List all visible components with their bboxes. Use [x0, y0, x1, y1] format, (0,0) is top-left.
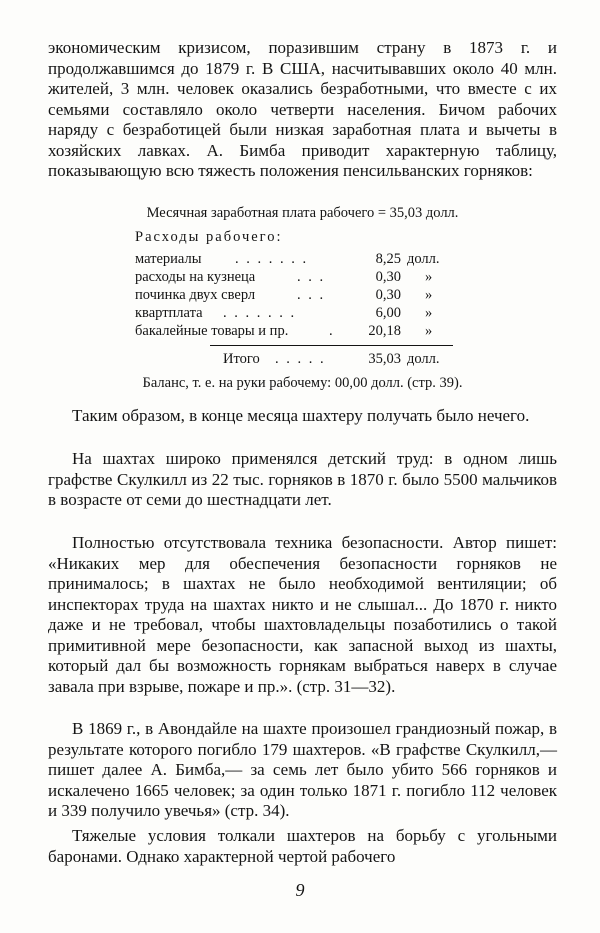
table-balance: Баланс, т. е. на руки рабочему: 00,00 долл. (стр. 39).: [142, 375, 463, 391]
total-unit: долл.: [407, 351, 440, 367]
total-leader-dots: . . . . .: [275, 351, 326, 367]
paragraph-fire: В 1869 г., в Авондайле на шахте произошел грандиозный пожар, в результате которого погибло 179 шахтеров. «В графстве Скулкилл,— пишет далее А. Бимба,— за семь лет было убито 566 горняков и искалечено 1665 человек; за один только 1871 г. погибло 112 человек и 339 получило увечья» (стр. 34).: [48, 719, 557, 820]
row-name: материалы: [135, 251, 202, 267]
table-heading: Расходы рабочего:: [135, 229, 283, 245]
row-unit: »: [425, 287, 433, 303]
total-label: Итого: [223, 351, 260, 367]
row-value: 0,30: [375, 287, 401, 303]
row-unit: »: [425, 323, 433, 339]
row-leader-dots: . . .: [297, 287, 326, 303]
page-number: 9: [295, 880, 305, 900]
row-unit: долл.: [407, 251, 440, 267]
row-unit: »: [425, 305, 433, 321]
table-caption: Месячная заработная плата рабочего = 35,03 долл.: [146, 205, 459, 221]
row-value: 8,25: [375, 251, 401, 267]
row-leader-dots: . . .: [297, 269, 326, 285]
row-unit: »: [425, 269, 433, 285]
total-rule: [210, 345, 453, 346]
row-leader-dots: .: [329, 323, 335, 339]
paragraph-intro: экономическим кризисом, поразившим страну в 1873 г. и продолжавшимся до 1879 г. В США, насчитывавших около 40 млн. жителей, 3 млн. человек оказались безработными, что вместе с их семьями составляло около четверти населения. Бичом рабочих наряду с безработицей были низкая заработная плата и вычеты в хозяйских лавках. А. Бимба приводит характерную таблицу, показывающую всю тяжесть положения пенсильванских горняков:: [48, 38, 557, 180]
row-name: починка двух сверл: [135, 287, 256, 303]
row-name: бакалейные товары и пр.: [135, 323, 289, 339]
row-value: 0,30: [375, 269, 401, 285]
paragraph-child-labor: На шахтах широко применялся детский труд: в одном лишь графстве Скулкилл из 22 тыс. горняков в 1870 г. было 5500 мальчиков в возрасте от семи до шестнадцати лет.: [48, 449, 557, 509]
row-name: расходы на кузнеца: [135, 269, 256, 285]
table-row: [135, 269, 455, 287]
total-value: 35,03: [368, 351, 401, 367]
paragraph-month-end: Таким образом, в конце месяца шахтеру получать было нечего.: [72, 406, 530, 425]
table-row: [135, 287, 455, 305]
paragraph-struggle: Тяжелые условия толкали шахтеров на борьбу с угольными баронами. Однако характерной чертой рабочего: [48, 826, 557, 866]
table-row: [135, 251, 455, 269]
row-value: 6,00: [375, 305, 401, 321]
table-row: [135, 323, 455, 341]
row-leader-dots: . . . . . . .: [223, 305, 297, 321]
row-name: квартплата: [135, 305, 203, 321]
row-value: 20,18: [368, 323, 401, 339]
row-leader-dots: . . . . . . .: [235, 251, 309, 267]
paragraph-safety: Полностью отсутствовала техника безопасности. Автор пишет: «Никаких мер для обеспечения безопасности горняков не принималось; в шахтах не было необходимой вентиляции; об инспекторах труда на шахтах никто и не слышал... До 1870 г. никто даже и не требовал, чтобы шахтовладельцы позаботились о такой примитивной мере безопасности, как запасной выход из шахты, который дал бы возможность горнякам выбраться наверх в случае завала при взрыве, пожаре и пр.». (стр. 31—32).: [48, 533, 557, 696]
table-row: [135, 305, 455, 323]
table-total-row: [135, 351, 455, 369]
